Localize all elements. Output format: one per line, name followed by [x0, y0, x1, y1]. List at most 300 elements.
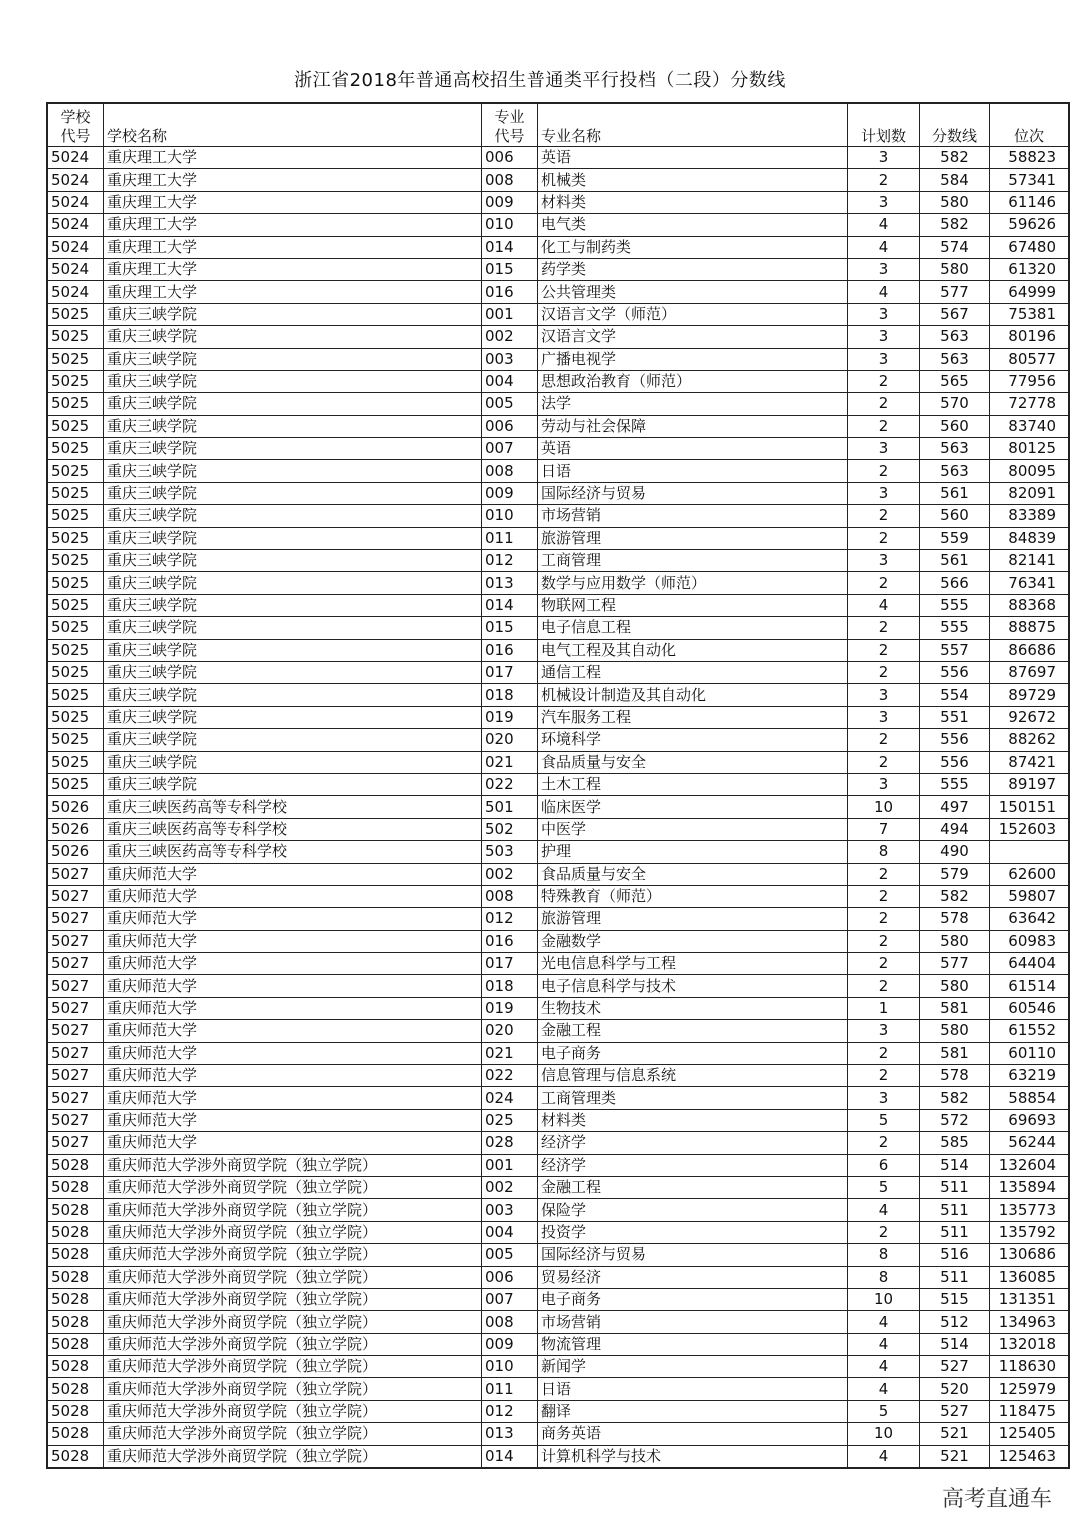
cell-school-code: 5027 [47, 930, 104, 952]
cell-score: 577 [920, 953, 990, 975]
cell-school-name: 重庆师范大学 [104, 863, 482, 885]
cell-school-code: 5028 [47, 1199, 104, 1221]
cell-school-name: 重庆师范大学涉外商贸学院（独立学院） [104, 1378, 482, 1400]
cell-major-code: 017 [482, 661, 538, 683]
cell-score: 497 [920, 796, 990, 818]
cell-school-name: 重庆理工大学 [104, 169, 482, 191]
cell-plan: 2 [848, 572, 920, 594]
cell-school-name: 重庆师范大学涉外商贸学院（独立学院） [104, 1244, 482, 1266]
cell-plan: 3 [848, 303, 920, 325]
table-row [47, 661, 1069, 683]
cell-major-code: 013 [482, 572, 538, 594]
table-row [47, 1154, 1069, 1176]
cell-major-name: 光电信息科学与工程 [538, 953, 848, 975]
cell-school-code: 5028 [47, 1154, 104, 1176]
cell-school-code: 5025 [47, 438, 104, 460]
cell-score: 578 [920, 1065, 990, 1087]
cell-school-name: 重庆三峡学院 [104, 348, 482, 370]
table-row [47, 885, 1069, 907]
cell-rank: 125979 [990, 1378, 1070, 1400]
cell-major-code: 011 [482, 1378, 538, 1400]
table-row [47, 527, 1069, 549]
cell-rank: 80125 [990, 438, 1070, 460]
watermark: 高考直通车 [941, 1487, 1052, 1512]
cell-score: 556 [920, 751, 990, 773]
cell-school-code: 5028 [47, 1244, 104, 1266]
cell-score: 582 [920, 885, 990, 907]
cell-major-name: 计算机科学与技术 [538, 1445, 848, 1468]
cell-major-name: 药学类 [538, 258, 848, 280]
cell-plan: 2 [848, 729, 920, 751]
cell-score: 521 [920, 1423, 990, 1445]
cell-major-name: 国际经济与贸易 [538, 482, 848, 504]
cell-score: 561 [920, 482, 990, 504]
cell-major-code: 018 [482, 684, 538, 706]
cell-plan: 2 [848, 885, 920, 907]
cell-rank: 62600 [990, 863, 1070, 885]
cell-rank: 152603 [990, 818, 1070, 840]
cell-school-code: 5026 [47, 796, 104, 818]
cell-major-name: 经济学 [538, 1154, 848, 1176]
table-row [47, 617, 1069, 639]
cell-school-name: 重庆三峡学院 [104, 438, 482, 460]
cell-plan: 2 [848, 908, 920, 930]
cell-plan: 4 [848, 214, 920, 236]
cell-school-code: 5026 [47, 818, 104, 840]
cell-school-name: 重庆理工大学 [104, 281, 482, 303]
cell-major-name: 公共管理类 [538, 281, 848, 303]
cell-school-code: 5027 [47, 953, 104, 975]
cell-major-name: 广播电视学 [538, 348, 848, 370]
cell-score: 580 [920, 191, 990, 213]
cell-plan: 4 [848, 1311, 920, 1333]
table-row [47, 1020, 1069, 1042]
cell-school-name: 重庆师范大学 [104, 1109, 482, 1131]
cell-major-code: 002 [482, 863, 538, 885]
cell-major-code: 016 [482, 930, 538, 952]
cell-score: 527 [920, 1356, 990, 1378]
cell-major-code: 014 [482, 1445, 538, 1468]
header-score: 分数线 [920, 103, 990, 147]
cell-school-name: 重庆三峡学院 [104, 617, 482, 639]
cell-rank: 75381 [990, 303, 1070, 325]
cell-score: 511 [920, 1266, 990, 1288]
cell-school-name: 重庆师范大学涉外商贸学院（独立学院） [104, 1333, 482, 1355]
cell-school-code: 5027 [47, 908, 104, 930]
cell-major-code: 021 [482, 751, 538, 773]
cell-rank: 84839 [990, 527, 1070, 549]
cell-major-code: 015 [482, 617, 538, 639]
cell-major-code: 014 [482, 236, 538, 258]
cell-major-code: 008 [482, 169, 538, 191]
cell-plan: 5 [848, 1109, 920, 1131]
cell-major-code: 021 [482, 1042, 538, 1064]
cell-score: 566 [920, 572, 990, 594]
cell-school-code: 5024 [47, 281, 104, 303]
cell-school-name: 重庆师范大学 [104, 1020, 482, 1042]
cell-school-code: 5027 [47, 975, 104, 997]
cell-plan: 2 [848, 393, 920, 415]
cell-school-name: 重庆师范大学涉外商贸学院（独立学院） [104, 1199, 482, 1221]
cell-plan: 7 [848, 818, 920, 840]
cell-major-name: 国际经济与贸易 [538, 1244, 848, 1266]
cell-major-name: 电子信息科学与技术 [538, 975, 848, 997]
cell-school-name: 重庆师范大学涉外商贸学院（独立学院） [104, 1445, 482, 1468]
cell-rank: 83740 [990, 415, 1070, 437]
cell-rank: 61552 [990, 1020, 1070, 1042]
table-row [47, 1042, 1069, 1064]
cell-plan: 4 [848, 1356, 920, 1378]
cell-major-code: 010 [482, 505, 538, 527]
cell-school-code: 5027 [47, 885, 104, 907]
cell-plan: 4 [848, 1333, 920, 1355]
header-major-code: 专业 代号 [482, 103, 538, 147]
cell-rank: 132018 [990, 1333, 1070, 1355]
cell-score: 511 [920, 1199, 990, 1221]
cell-school-name: 重庆师范大学涉外商贸学院（独立学院） [104, 1266, 482, 1288]
table-row [47, 169, 1069, 191]
cell-rank: 60546 [990, 997, 1070, 1019]
cell-major-code: 020 [482, 729, 538, 751]
cell-score: 578 [920, 908, 990, 930]
cell-score: 516 [920, 1244, 990, 1266]
cell-school-name: 重庆师范大学涉外商贸学院（独立学院） [104, 1400, 482, 1422]
cell-rank: 56244 [990, 1132, 1070, 1154]
cell-school-code: 5028 [47, 1176, 104, 1198]
cell-major-name: 贸易经济 [538, 1266, 848, 1288]
cell-major-code: 022 [482, 773, 538, 795]
cell-major-name: 商务英语 [538, 1423, 848, 1445]
cell-plan: 5 [848, 1176, 920, 1198]
cell-rank: 92672 [990, 706, 1070, 728]
table-row [47, 594, 1069, 616]
cell-school-code: 5025 [47, 594, 104, 616]
cell-school-code: 5025 [47, 326, 104, 348]
cell-major-name: 新闻学 [538, 1356, 848, 1378]
cell-score: 512 [920, 1311, 990, 1333]
cell-school-name: 重庆三峡学院 [104, 505, 482, 527]
cell-major-name: 物流管理 [538, 1333, 848, 1355]
cell-rank: 64999 [990, 281, 1070, 303]
cell-score: 560 [920, 505, 990, 527]
cell-school-code: 5024 [47, 214, 104, 236]
cell-score: 577 [920, 281, 990, 303]
table-row [47, 639, 1069, 661]
table-row [47, 841, 1069, 863]
table-row [47, 393, 1069, 415]
cell-school-name: 重庆师范大学 [104, 997, 482, 1019]
cell-major-code: 001 [482, 303, 538, 325]
cell-rank: 88262 [990, 729, 1070, 751]
cell-major-name: 电子商务 [538, 1042, 848, 1064]
cell-score: 579 [920, 863, 990, 885]
cell-major-name: 翻译 [538, 1400, 848, 1422]
cell-school-name: 重庆三峡学院 [104, 594, 482, 616]
cell-score: 557 [920, 639, 990, 661]
cell-school-name: 重庆三峡学院 [104, 303, 482, 325]
cell-rank: 132604 [990, 1154, 1070, 1176]
cell-plan: 8 [848, 1244, 920, 1266]
cell-plan: 2 [848, 863, 920, 885]
cell-plan: 2 [848, 751, 920, 773]
cell-plan: 3 [848, 147, 920, 169]
cell-major-name: 投资学 [538, 1221, 848, 1243]
cell-major-code: 003 [482, 1199, 538, 1221]
cell-school-code: 5025 [47, 303, 104, 325]
cell-score: 555 [920, 773, 990, 795]
cell-major-name: 电气类 [538, 214, 848, 236]
cell-major-code: 016 [482, 281, 538, 303]
cell-major-name: 旅游管理 [538, 908, 848, 930]
cell-plan: 3 [848, 438, 920, 460]
cell-major-code: 502 [482, 818, 538, 840]
table-row [47, 1132, 1069, 1154]
cell-rank [990, 841, 1070, 863]
cell-major-name: 环境科学 [538, 729, 848, 751]
table-row [47, 236, 1069, 258]
cell-school-name: 重庆理工大学 [104, 236, 482, 258]
cell-school-code: 5025 [47, 639, 104, 661]
cell-plan: 6 [848, 1154, 920, 1176]
cell-score: 584 [920, 169, 990, 191]
cell-score: 514 [920, 1333, 990, 1355]
cell-rank: 80095 [990, 460, 1070, 482]
cell-major-name: 金融工程 [538, 1020, 848, 1042]
cell-score: 511 [920, 1221, 990, 1243]
cell-school-name: 重庆三峡学院 [104, 326, 482, 348]
cell-plan: 3 [848, 326, 920, 348]
cell-major-name: 化工与制药类 [538, 236, 848, 258]
cell-school-code: 5025 [47, 527, 104, 549]
cell-score: 515 [920, 1288, 990, 1310]
cell-major-name: 临床医学 [538, 796, 848, 818]
cell-school-name: 重庆师范大学 [104, 885, 482, 907]
table-row [47, 1065, 1069, 1087]
cell-major-code: 002 [482, 326, 538, 348]
cell-major-code: 014 [482, 594, 538, 616]
cell-score: 560 [920, 415, 990, 437]
cell-plan: 3 [848, 1020, 920, 1042]
table-row [47, 1445, 1069, 1468]
cell-plan: 2 [848, 370, 920, 392]
cell-rank: 60983 [990, 930, 1070, 952]
cell-score: 580 [920, 930, 990, 952]
cell-plan: 3 [848, 773, 920, 795]
cell-school-name: 重庆三峡学院 [104, 370, 482, 392]
cell-rank: 134963 [990, 1311, 1070, 1333]
cell-score: 581 [920, 997, 990, 1019]
cell-major-name: 生物技术 [538, 997, 848, 1019]
cell-plan: 2 [848, 1065, 920, 1087]
cell-score: 551 [920, 706, 990, 728]
cell-rank: 135773 [990, 1199, 1070, 1221]
cell-rank: 72778 [990, 393, 1070, 415]
cell-school-code: 5025 [47, 415, 104, 437]
cell-major-name: 工商管理 [538, 550, 848, 572]
cell-major-name: 材料类 [538, 1109, 848, 1131]
cell-rank: 131351 [990, 1288, 1070, 1310]
table-row [47, 706, 1069, 728]
cell-school-code: 5025 [47, 550, 104, 572]
cell-major-code: 008 [482, 885, 538, 907]
cell-plan: 2 [848, 930, 920, 952]
table-row [47, 1311, 1069, 1333]
cell-school-code: 5024 [47, 169, 104, 191]
cell-major-code: 007 [482, 1288, 538, 1310]
cell-rank: 59626 [990, 214, 1070, 236]
cell-major-code: 015 [482, 258, 538, 280]
cell-score: 555 [920, 617, 990, 639]
cell-rank: 61146 [990, 191, 1070, 213]
cell-rank: 87697 [990, 661, 1070, 683]
cell-plan: 2 [848, 639, 920, 661]
table-row [47, 684, 1069, 706]
cell-major-name: 物联网工程 [538, 594, 848, 616]
cell-school-name: 重庆师范大学 [104, 1042, 482, 1064]
table-row [47, 460, 1069, 482]
cell-score: 580 [920, 1020, 990, 1042]
table-row [47, 1266, 1069, 1288]
cell-school-code: 5027 [47, 1087, 104, 1109]
table-row [47, 1244, 1069, 1266]
cell-rank: 60110 [990, 1042, 1070, 1064]
cell-school-code: 5027 [47, 1042, 104, 1064]
cell-school-name: 重庆三峡学院 [104, 639, 482, 661]
cell-plan: 5 [848, 1400, 920, 1422]
cell-score: 582 [920, 147, 990, 169]
cell-rank: 150151 [990, 796, 1070, 818]
table-row [47, 505, 1069, 527]
cell-major-code: 017 [482, 953, 538, 975]
cell-major-code: 001 [482, 1154, 538, 1176]
header-school-code: 学校 代号 [47, 103, 104, 147]
table-row [47, 796, 1069, 818]
cell-plan: 4 [848, 236, 920, 258]
cell-school-code: 5028 [47, 1423, 104, 1445]
cell-plan: 2 [848, 527, 920, 549]
cell-major-code: 009 [482, 191, 538, 213]
cell-plan: 3 [848, 258, 920, 280]
table-row [47, 1333, 1069, 1355]
cell-major-code: 013 [482, 1423, 538, 1445]
table-row [47, 818, 1069, 840]
cell-major-code: 010 [482, 214, 538, 236]
cell-score: 527 [920, 1400, 990, 1422]
cell-major-code: 012 [482, 1400, 538, 1422]
cell-school-name: 重庆理工大学 [104, 147, 482, 169]
cell-major-code: 019 [482, 706, 538, 728]
cell-school-name: 重庆师范大学 [104, 908, 482, 930]
cell-major-name: 汉语言文学 [538, 326, 848, 348]
cell-school-code: 5025 [47, 706, 104, 728]
cell-major-name: 工商管理类 [538, 1087, 848, 1109]
cell-major-name: 通信工程 [538, 661, 848, 683]
cell-major-code: 012 [482, 550, 538, 572]
cell-plan: 2 [848, 460, 920, 482]
cell-school-name: 重庆师范大学 [104, 1065, 482, 1087]
cell-school-code: 5025 [47, 572, 104, 594]
table-row [47, 370, 1069, 392]
cell-plan: 2 [848, 617, 920, 639]
cell-school-code: 5025 [47, 661, 104, 683]
cell-school-code: 5028 [47, 1266, 104, 1288]
table-row [47, 773, 1069, 795]
cell-school-name: 重庆三峡医药高等专科学校 [104, 818, 482, 840]
cell-school-name: 重庆三峡学院 [104, 751, 482, 773]
table-row [47, 1378, 1069, 1400]
cell-major-code: 009 [482, 482, 538, 504]
cell-rank: 69693 [990, 1109, 1070, 1131]
cell-plan: 2 [848, 953, 920, 975]
cell-school-code: 5028 [47, 1356, 104, 1378]
header-plan: 计划数 [848, 103, 920, 147]
cell-major-name: 信息管理与信息系统 [538, 1065, 848, 1087]
cell-score: 572 [920, 1109, 990, 1131]
cell-school-code: 5028 [47, 1221, 104, 1243]
cell-school-name: 重庆三峡学院 [104, 527, 482, 549]
cell-major-name: 电子信息工程 [538, 617, 848, 639]
cell-rank: 136085 [990, 1266, 1070, 1288]
cell-score: 582 [920, 214, 990, 236]
cell-plan: 10 [848, 796, 920, 818]
cell-school-name: 重庆师范大学 [104, 953, 482, 975]
header-major-name: 专业名称 [538, 103, 848, 147]
cell-school-code: 5025 [47, 460, 104, 482]
cell-major-code: 501 [482, 796, 538, 818]
cell-major-name: 英语 [538, 438, 848, 460]
table-row [47, 258, 1069, 280]
table-row [47, 348, 1069, 370]
cell-plan: 8 [848, 1266, 920, 1288]
table-row [47, 550, 1069, 572]
cell-plan: 2 [848, 415, 920, 437]
cell-major-code: 011 [482, 527, 538, 549]
cell-school-name: 重庆三峡学院 [104, 684, 482, 706]
cell-rank: 63642 [990, 908, 1070, 930]
table-row [47, 997, 1069, 1019]
cell-major-name: 电子商务 [538, 1288, 848, 1310]
cell-rank: 125463 [990, 1445, 1070, 1468]
cell-major-code: 005 [482, 1244, 538, 1266]
cell-major-name: 机械设计制造及其自动化 [538, 684, 848, 706]
table-row [47, 415, 1069, 437]
table-row [47, 908, 1069, 930]
cell-rank: 80196 [990, 326, 1070, 348]
cell-rank: 82091 [990, 482, 1070, 504]
score-table [46, 102, 1070, 1469]
table-row [47, 1221, 1069, 1243]
cell-plan: 3 [848, 1087, 920, 1109]
cell-major-name: 日语 [538, 1378, 848, 1400]
cell-school-code: 5024 [47, 191, 104, 213]
table-row [47, 975, 1069, 997]
table-row [47, 572, 1069, 594]
cell-score: 563 [920, 460, 990, 482]
cell-score: 555 [920, 594, 990, 616]
cell-plan: 2 [848, 169, 920, 191]
cell-major-name: 思想政治教育（师范） [538, 370, 848, 392]
cell-score: 559 [920, 527, 990, 549]
cell-score: 511 [920, 1176, 990, 1198]
cell-plan: 4 [848, 1445, 920, 1468]
cell-school-name: 重庆师范大学涉外商贸学院（独立学院） [104, 1154, 482, 1176]
cell-rank: 82141 [990, 550, 1070, 572]
cell-school-name: 重庆三峡学院 [104, 415, 482, 437]
table-row [47, 482, 1069, 504]
cell-school-name: 重庆师范大学 [104, 1132, 482, 1154]
cell-school-name: 重庆理工大学 [104, 258, 482, 280]
table-row [47, 1356, 1069, 1378]
